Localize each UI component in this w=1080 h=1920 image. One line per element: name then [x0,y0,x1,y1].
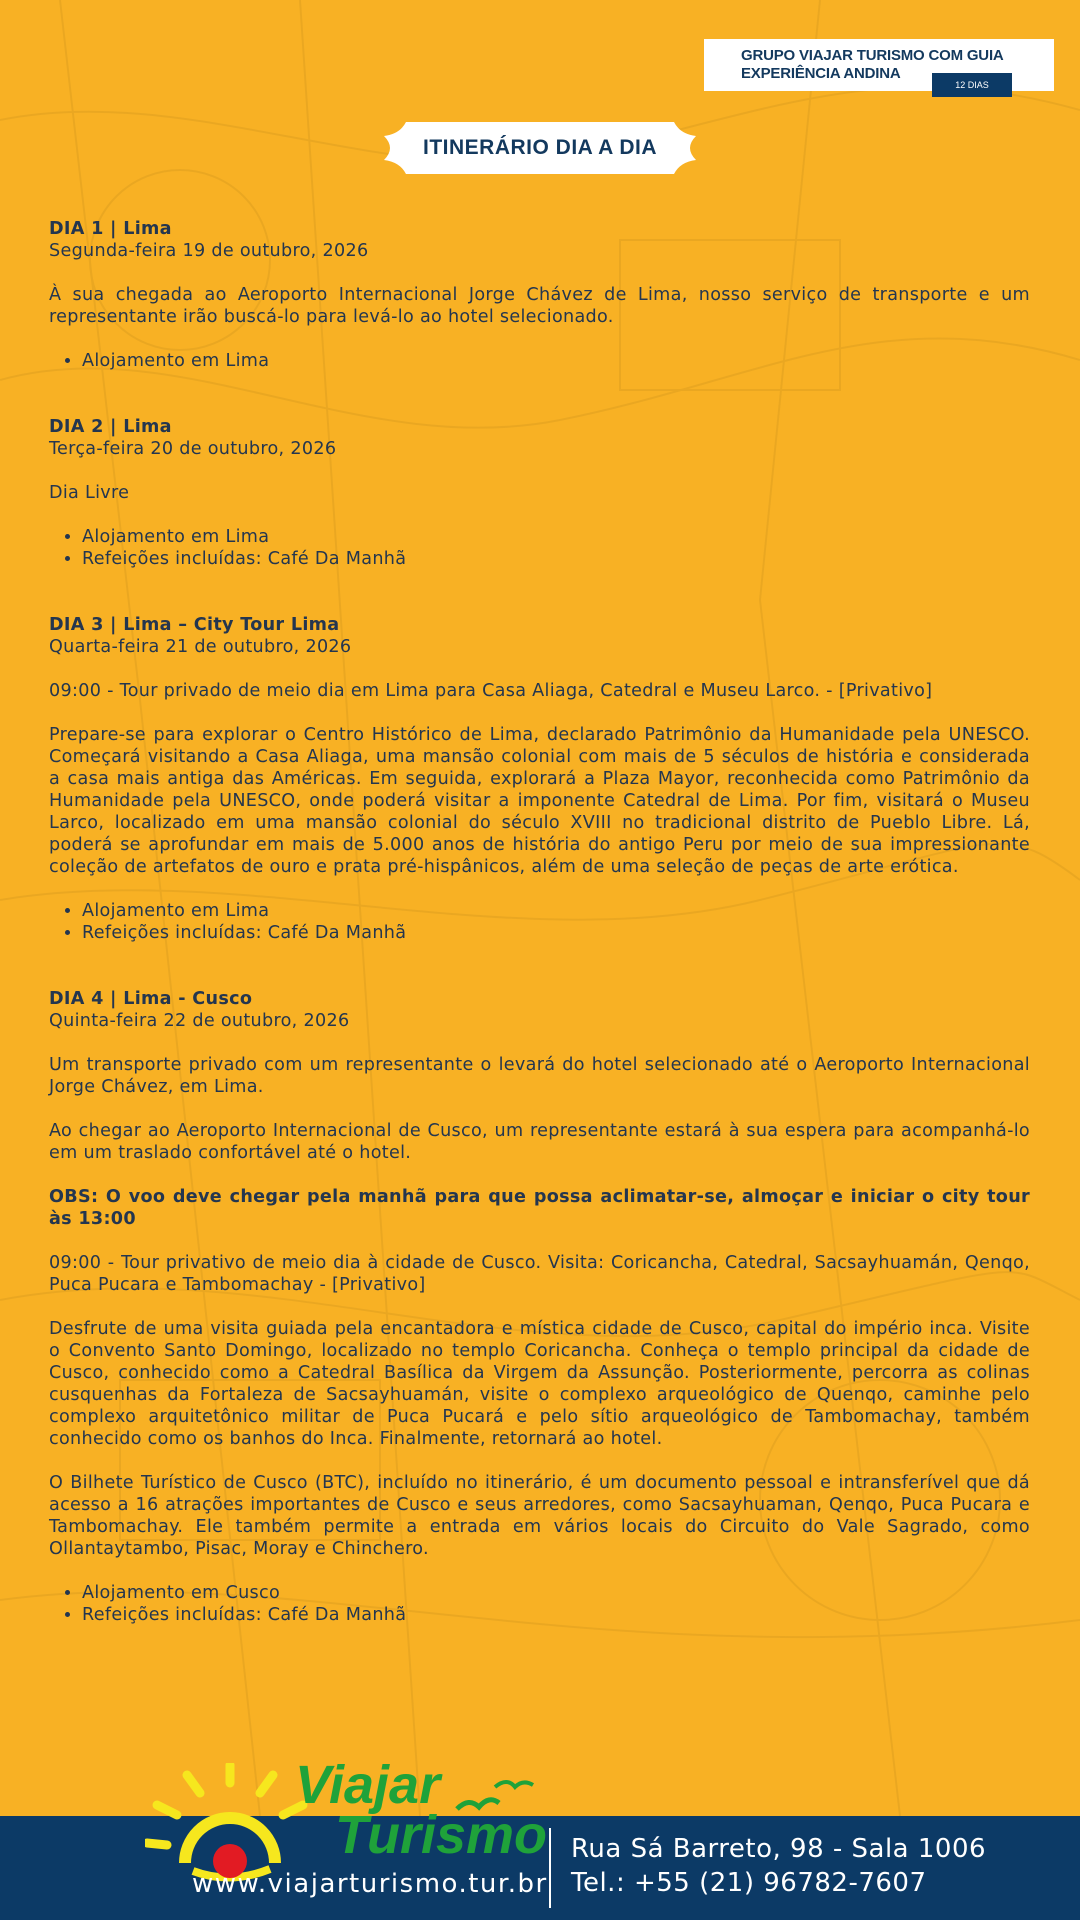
inclusions-list [49,1582,1030,1626]
day-block [49,416,1030,570]
footer-divider [549,1828,551,1908]
day-paragraph: Um transporte privado com um representante o levará do hotel selecionado até o Aeroporto Internacional Jorge Chávez, em Lima. [49,1055,1030,1097]
day-date: Terça-feira 20 de outubro, 2026 [49,439,337,459]
day-paragraph: À sua chegada ao Aeroporto Internacional Jorge Chávez de Lima, nosso serviço de transporte e um representante irão buscá-lo para levá-lo ao hotel selecionado. [49,285,1030,327]
list-item: • Refeições incluídas: Café Da Manhã [82,1604,1030,1626]
day-date: Quarta-feira 21 de outubro, 2026 [49,637,352,657]
list-item: • Refeições incluídas: Café Da Manhã [82,548,1030,570]
day-paragraph: O Bilhete Turístico de Cusco (BTC), incluído no itinerário, é um documento pessoal e intransferível que dá acesso a 16 atrações importantes de Cusco e seus arredores, como Sacsayhuaman, Qenqo, Puca Pucara e Tambomachay. Ele também permite a entrada em vários locais do Circuito do Vale Sagrado, como Ollantaytambo, Pisac, Moray e Chinchero. [49,1473,1030,1559]
day-title: DIA 1 | Lima [49,219,172,239]
list-item: • Alojamento em Lima [82,900,1030,922]
day-paragraph: Ao chegar ao Aeroporto Internacional de Cusco, um representante estará à sua espera para acompanhá-lo em um traslado confortável até o hotel. [49,1121,1030,1163]
address: Rua Sá Barreto, 98 - Sala 1006 [571,1834,987,1864]
list-item: • Alojamento em Lima [82,526,1030,548]
list-item: • Refeições incluídas: Café Da Manhã [82,922,1030,944]
days-badge: 12 DIAS [932,73,1012,97]
birds-logo-icon [455,1775,535,1825]
inclusions-list [49,350,1030,372]
section-title: ITINERÁRIO DIA A DIA [423,136,657,159]
logo-word-turismo: Turismo [335,1805,548,1865]
day-paragraph: Prepare-se para explorar o Centro Histórico de Lima, declarado Patrimônio da Humanidade pela UNESCO. Começará visitando a Casa Aliaga, uma mansão colonial com mais de 5 séculos de história e considerada a casa mais antiga das Américas. Em seguida, explorará a Plaza Mayor, reconhecida como Patrimônio da Humanidade pela UNESCO, onde poderá visitar a imponente Catedral de Lima. Por fim, visitará o Museu Larco, localizado em uma mansão colonial do século XVIII no tradicional distrito de Pueblo Libre. Lá, poderá se aprofundar em mais de 5.000 anos de história do antigo Peru por meio de sua impressionante coleção de artefatos de ouro e prata pré-hispânicos, além de uma seleção de peças de arte erótica. [49,725,1030,877]
day-block [49,988,1030,1626]
section-title-badge [384,122,696,174]
day-title: DIA 2 | Lima [49,417,172,437]
trip-name: GRUPO VIAJAR TURISMO COM GUIA [741,47,1004,64]
list-item: • Alojamento em Cusco [82,1582,1030,1604]
day-title: DIA 4 | Lima - Cusco [49,989,253,1009]
day-paragraph: 09:00 - Tour privado de meio dia em Lima para Casa Aliaga, Catedral e Museu Larco. - [Privativo] [49,681,933,701]
list-item: • Alojamento em Lima [82,350,1030,372]
company-logo [145,1755,548,1915]
trip-header [704,39,1054,91]
logo-word-viajar: Viajar [295,1755,441,1815]
inclusions-list [49,900,1030,944]
day-title: DIA 3 | Lima – City Tour Lima [49,615,340,635]
day-paragraph: 09:00 - Tour privativo de meio dia à cidade de Cusco. Visita: Coricancha, Catedral, Sacsayhuamán, Qenqo, Puca Pucara e Tambomachay - [Privativo] [49,1253,1030,1295]
day-date: Segunda-feira 19 de outubro, 2026 [49,241,369,261]
phone[interactable]: Tel.: +55 (21) 96782-7607 [571,1868,927,1898]
inclusions-list [49,526,1030,570]
day-note: OBS: O voo deve chegar pela manhã para que possa aclimatar-se, almoçar e iniciar o city tour às 13:00 [49,1187,1030,1229]
day-paragraph: Desfrute de uma visita guiada pela encantadora e mística cidade de Cusco, capital do império inca. Visite o Convento Santo Domingo, localizado no templo Coricancha. Conheça o templo principal da cidade de Cusco, conhecido como a Catedral Basílica da Virgem da Assunção. Posteriormente, percorra as colinas cusquenhas da Fortaleza de Sacsayhuamán, visite o complexo arqueológico de Quenqo, caminhe pelo complexo arquitetônico militar de Puca Pucará e pelo sítio arqueológico de Tambomachay, também conhecido como os banhos do Inca. Finalmente, retornará ao hotel. [49,1319,1030,1449]
day-paragraph: Dia Livre [49,483,130,503]
sun-logo-icon [145,1763,315,1883]
day-block [49,218,1030,372]
website-link[interactable]: www.viajarturismo.tur.br [192,1869,548,1899]
trip-subtitle: EXPERIÊNCIA ANDINA [741,65,901,82]
itinerary [49,218,1030,1670]
day-date: Quinta-feira 22 de outubro, 2026 [49,1011,350,1031]
day-block [49,614,1030,944]
contact-info [571,1832,986,1900]
